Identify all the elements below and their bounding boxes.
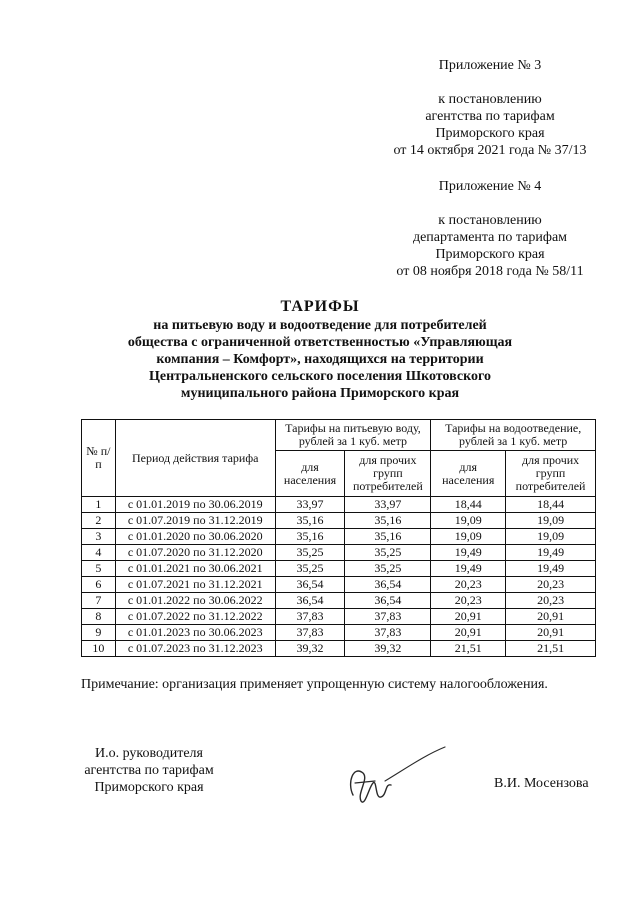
table-row <box>82 513 596 529</box>
row-number: 10 <box>82 641 116 657</box>
signer-block <box>54 745 244 796</box>
appendix-3-line: к постановлению <box>438 92 542 107</box>
document-title <box>60 298 580 402</box>
title-line: компания – Комфорт», находящихся на территории <box>156 352 484 367</box>
signer-position-line: агентства по тарифам <box>84 763 214 778</box>
row-sewage-other: 19,09 <box>506 529 596 545</box>
row-water-other: 33,97 <box>345 497 431 513</box>
row-sewage-population: 20,23 <box>431 593 506 609</box>
table-row <box>82 609 596 625</box>
row-period: с 01.01.2023 по 30.06.2023 <box>115 625 275 641</box>
row-number: 1 <box>82 497 116 513</box>
appendix-3-line: агентства по тарифам <box>425 109 555 124</box>
row-water-other: 37,83 <box>345 609 431 625</box>
row-number: 2 <box>82 513 116 529</box>
row-number: 9 <box>82 625 116 641</box>
table-row <box>82 529 596 545</box>
appendix-3-line: от 14 октября 2021 года № 37/13 <box>393 143 587 158</box>
appendix-3-heading: Приложение № 3 <box>438 58 542 73</box>
row-number: 3 <box>82 529 116 545</box>
title-line: на питьевую воду и водоотведение для потребителей <box>153 318 487 333</box>
appendix-4-heading: Приложение № 4 <box>438 179 542 194</box>
title-line: общества с ограниченной ответственностью «Управляющая <box>127 335 513 350</box>
row-sewage-population: 20,23 <box>431 577 506 593</box>
row-period: с 01.07.2019 по 31.12.2019 <box>115 513 275 529</box>
appendix-3-line: Приморского края <box>435 126 545 141</box>
row-period: с 01.07.2021 по 31.12.2021 <box>115 577 275 593</box>
row-period: с 01.07.2020 по 31.12.2020 <box>115 545 275 561</box>
appendix-4-line: к постановлению <box>438 213 542 228</box>
row-water-other: 35,25 <box>345 545 431 561</box>
table-row <box>82 545 596 561</box>
row-number: 5 <box>82 561 116 577</box>
row-sewage-other: 18,44 <box>506 497 596 513</box>
row-sewage-population: 19,49 <box>431 545 506 561</box>
header-water: Тарифы на питьевую воду, рублей за 1 куб. метр <box>275 420 431 451</box>
row-period: с 01.01.2022 по 30.06.2022 <box>115 593 275 609</box>
table-row <box>82 561 596 577</box>
row-water-population: 36,54 <box>275 593 345 609</box>
table-row <box>82 577 596 593</box>
row-water-population: 35,16 <box>275 529 345 545</box>
table-row <box>82 593 596 609</box>
row-number: 4 <box>82 545 116 561</box>
title-line: муниципального района Приморского края <box>180 386 460 401</box>
header-water-other: для прочих групп потребителей <box>345 451 431 497</box>
row-sewage-other: 19,49 <box>506 561 596 577</box>
row-number: 7 <box>82 593 116 609</box>
row-water-population: 35,25 <box>275 545 345 561</box>
row-water-other: 36,54 <box>345 593 431 609</box>
table-row <box>82 497 596 513</box>
appendix-3-block <box>360 57 620 159</box>
header-water-population: для населения <box>275 451 345 497</box>
row-number: 8 <box>82 609 116 625</box>
handwritten-signature <box>335 743 450 813</box>
header-num: № п/п <box>82 420 116 497</box>
row-period: с 01.07.2023 по 31.12.2023 <box>115 641 275 657</box>
signee-name: В.И. Мосензова <box>494 776 589 791</box>
table-row <box>82 625 596 641</box>
row-period: с 01.01.2019 по 30.06.2019 <box>115 497 275 513</box>
row-period: с 01.01.2020 по 30.06.2020 <box>115 529 275 545</box>
row-water-other: 35,16 <box>345 513 431 529</box>
row-water-other: 35,16 <box>345 529 431 545</box>
header-sewage: Тарифы на водоотведение, рублей за 1 куб. метр <box>431 420 596 451</box>
row-sewage-population: 18,44 <box>431 497 506 513</box>
appendix-4-line: от 08 ноября 2018 года № 58/11 <box>396 264 584 279</box>
table-row <box>82 641 596 657</box>
signer-position-line: И.о. руководителя <box>94 746 203 761</box>
row-water-population: 35,16 <box>275 513 345 529</box>
row-sewage-population: 20,91 <box>431 609 506 625</box>
row-sewage-population: 19,49 <box>431 561 506 577</box>
appendix-4-line: Приморского края <box>435 247 545 262</box>
row-water-other: 36,54 <box>345 577 431 593</box>
row-sewage-other: 20,91 <box>506 625 596 641</box>
header-sewage-population: для населения <box>431 451 506 497</box>
row-water-other: 39,32 <box>345 641 431 657</box>
row-water-population: 35,25 <box>275 561 345 577</box>
row-sewage-other: 20,23 <box>506 593 596 609</box>
header-period: Период действия тарифа <box>115 420 275 497</box>
row-water-population: 39,32 <box>275 641 345 657</box>
row-number: 6 <box>82 577 116 593</box>
row-water-other: 35,25 <box>345 561 431 577</box>
tax-note: Примечание: организация применяет упрощенную систему налогообложения. <box>81 677 548 692</box>
signer-position-line: Приморского края <box>94 780 204 795</box>
appendix-4-block <box>360 178 620 280</box>
row-sewage-other: 20,23 <box>506 577 596 593</box>
row-water-population: 37,83 <box>275 625 345 641</box>
row-sewage-other: 19,49 <box>506 545 596 561</box>
row-sewage-other: 21,51 <box>506 641 596 657</box>
title-line: Центральненского сельского поселения Шкотовского <box>149 369 491 384</box>
title-main: ТАРИФЫ <box>280 298 360 315</box>
row-water-population: 36,54 <box>275 577 345 593</box>
tariff-table <box>81 419 596 657</box>
row-water-population: 37,83 <box>275 609 345 625</box>
row-sewage-other: 20,91 <box>506 609 596 625</box>
header-sewage-other: для прочих групп потребителей <box>506 451 596 497</box>
row-sewage-other: 19,09 <box>506 513 596 529</box>
row-period: с 01.01.2021 по 30.06.2021 <box>115 561 275 577</box>
appendix-4-line: департамента по тарифам <box>412 230 568 245</box>
row-water-population: 33,97 <box>275 497 345 513</box>
row-period: с 01.07.2022 по 31.12.2022 <box>115 609 275 625</box>
row-sewage-population: 21,51 <box>431 641 506 657</box>
row-water-other: 37,83 <box>345 625 431 641</box>
row-sewage-population: 20,91 <box>431 625 506 641</box>
row-sewage-population: 19,09 <box>431 529 506 545</box>
row-sewage-population: 19,09 <box>431 513 506 529</box>
